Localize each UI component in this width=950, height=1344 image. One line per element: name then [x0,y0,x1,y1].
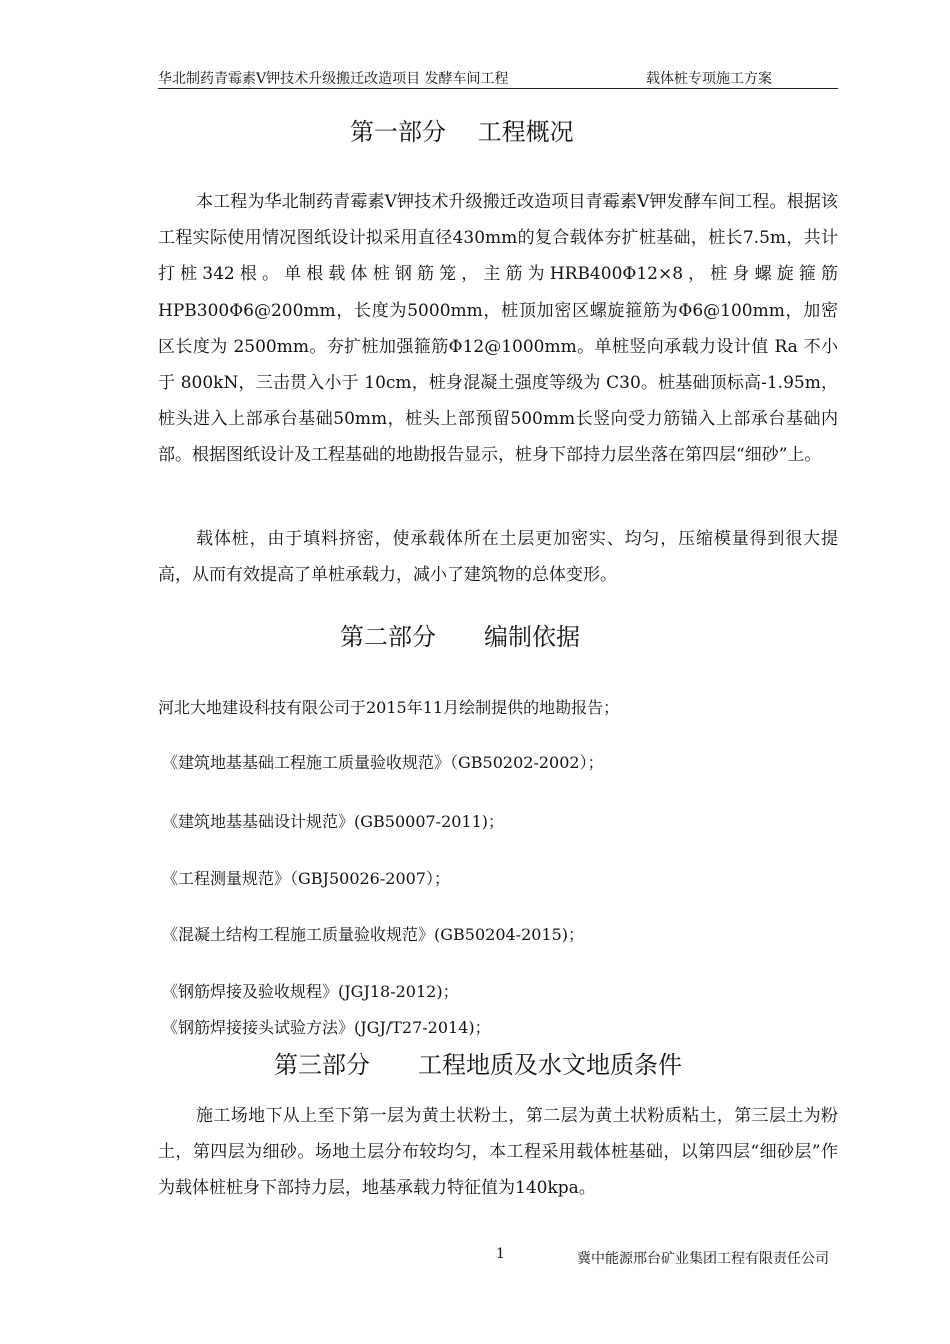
part3-heading: 第三部分 工程地质及水文地质条件 [274,1051,682,1079]
reference-item: 《钢筋焊接及验收规程》(JGJ18-2012)； [162,982,459,1001]
reference-item: 《工程测量规范》（GBJ50026-2007）； [162,869,450,888]
page-header [158,70,838,89]
part3-paragraph: 施工场地下从上至下第一层为黄土状粉土，第二层为黄土状粉质粘土，第三层土为粉土，第四层为细砂。场地土层分布较均匀，本工程采用载体桩基础，以第四层“细砂层”作为载体桩桩身下部持力层，地基承载力特征值为140kpa。 [158,1106,838,1199]
reference-item: 河北大地建设科技有限公司于2015年11月绘制提供的地勘报告； [158,698,620,717]
part1-heading: 第一部分 工程概况 [350,118,574,146]
footer-company: 冀中能源邢台矿业集团工程有限责任公司 [577,1251,829,1267]
header-project-title: 华北制药青霉素Ⅴ钾技术升级搬迁改造项目 发酵车间工程 [158,71,509,87]
reference-item: 《钢筋焊接接头试验方法》(JGJ/T27-2014)； [162,1018,491,1037]
reference-item: 《建筑地基基础工程施工质量验收规范》（GB50202-2002）； [162,753,604,772]
part2-heading: 第二部分 编制依据 [340,623,580,651]
page-number: 1 [496,1246,505,1262]
part1-paragraph-1: 本工程为华北制药青霉素Ⅴ钾技术升级搬迁改造项目青霉素Ⅴ钾发酵车间工程。根据该工程实际使用情况图纸设计拟采用直径430mm的复合载体夯扩桩基础，桩长7.5m，共计打桩342根。单根载体桩钢筋笼，主筋为HRB400Φ12×8，桩身螺旋箍筋HPB300Φ6@200mm，长度为5000mm，桩顶加密区螺旋箍筋为Φ6@100mm，加密区长度为 2500mm。夯扩桩加强箍筋Φ12@1000mm。单桩竖向承载力设计值 Ra 不小于 800kN，三击贯入小于 10cm，桩身混凝土强度等级为 C30。桩基础顶标高-1.95m，桩头进入上部承台基础50mm，桩头上部预留500mm长竖向受力筋锚入上部承台基础内部。根据图纸设计及工程基础的地勘报告显示，桩身下部持力层坐落在第四层“细砂”上。 [158,192,838,466]
reference-item: 《混凝土结构工程施工质量验收规范》(GB50204-2015)； [162,925,585,944]
part1-paragraph-2: 载体桩，由于填料挤密，使承载体所在土层更加密实、均匀，压缩模量得到很大提高，从而有效提高了单桩承载力，减小了建筑物的总体变形。 [158,529,838,586]
header-document-title: 载体桩专项施工方案 [646,71,772,87]
reference-item: 《建筑地基基础设计规范》(GB50007-2011)； [162,812,505,831]
